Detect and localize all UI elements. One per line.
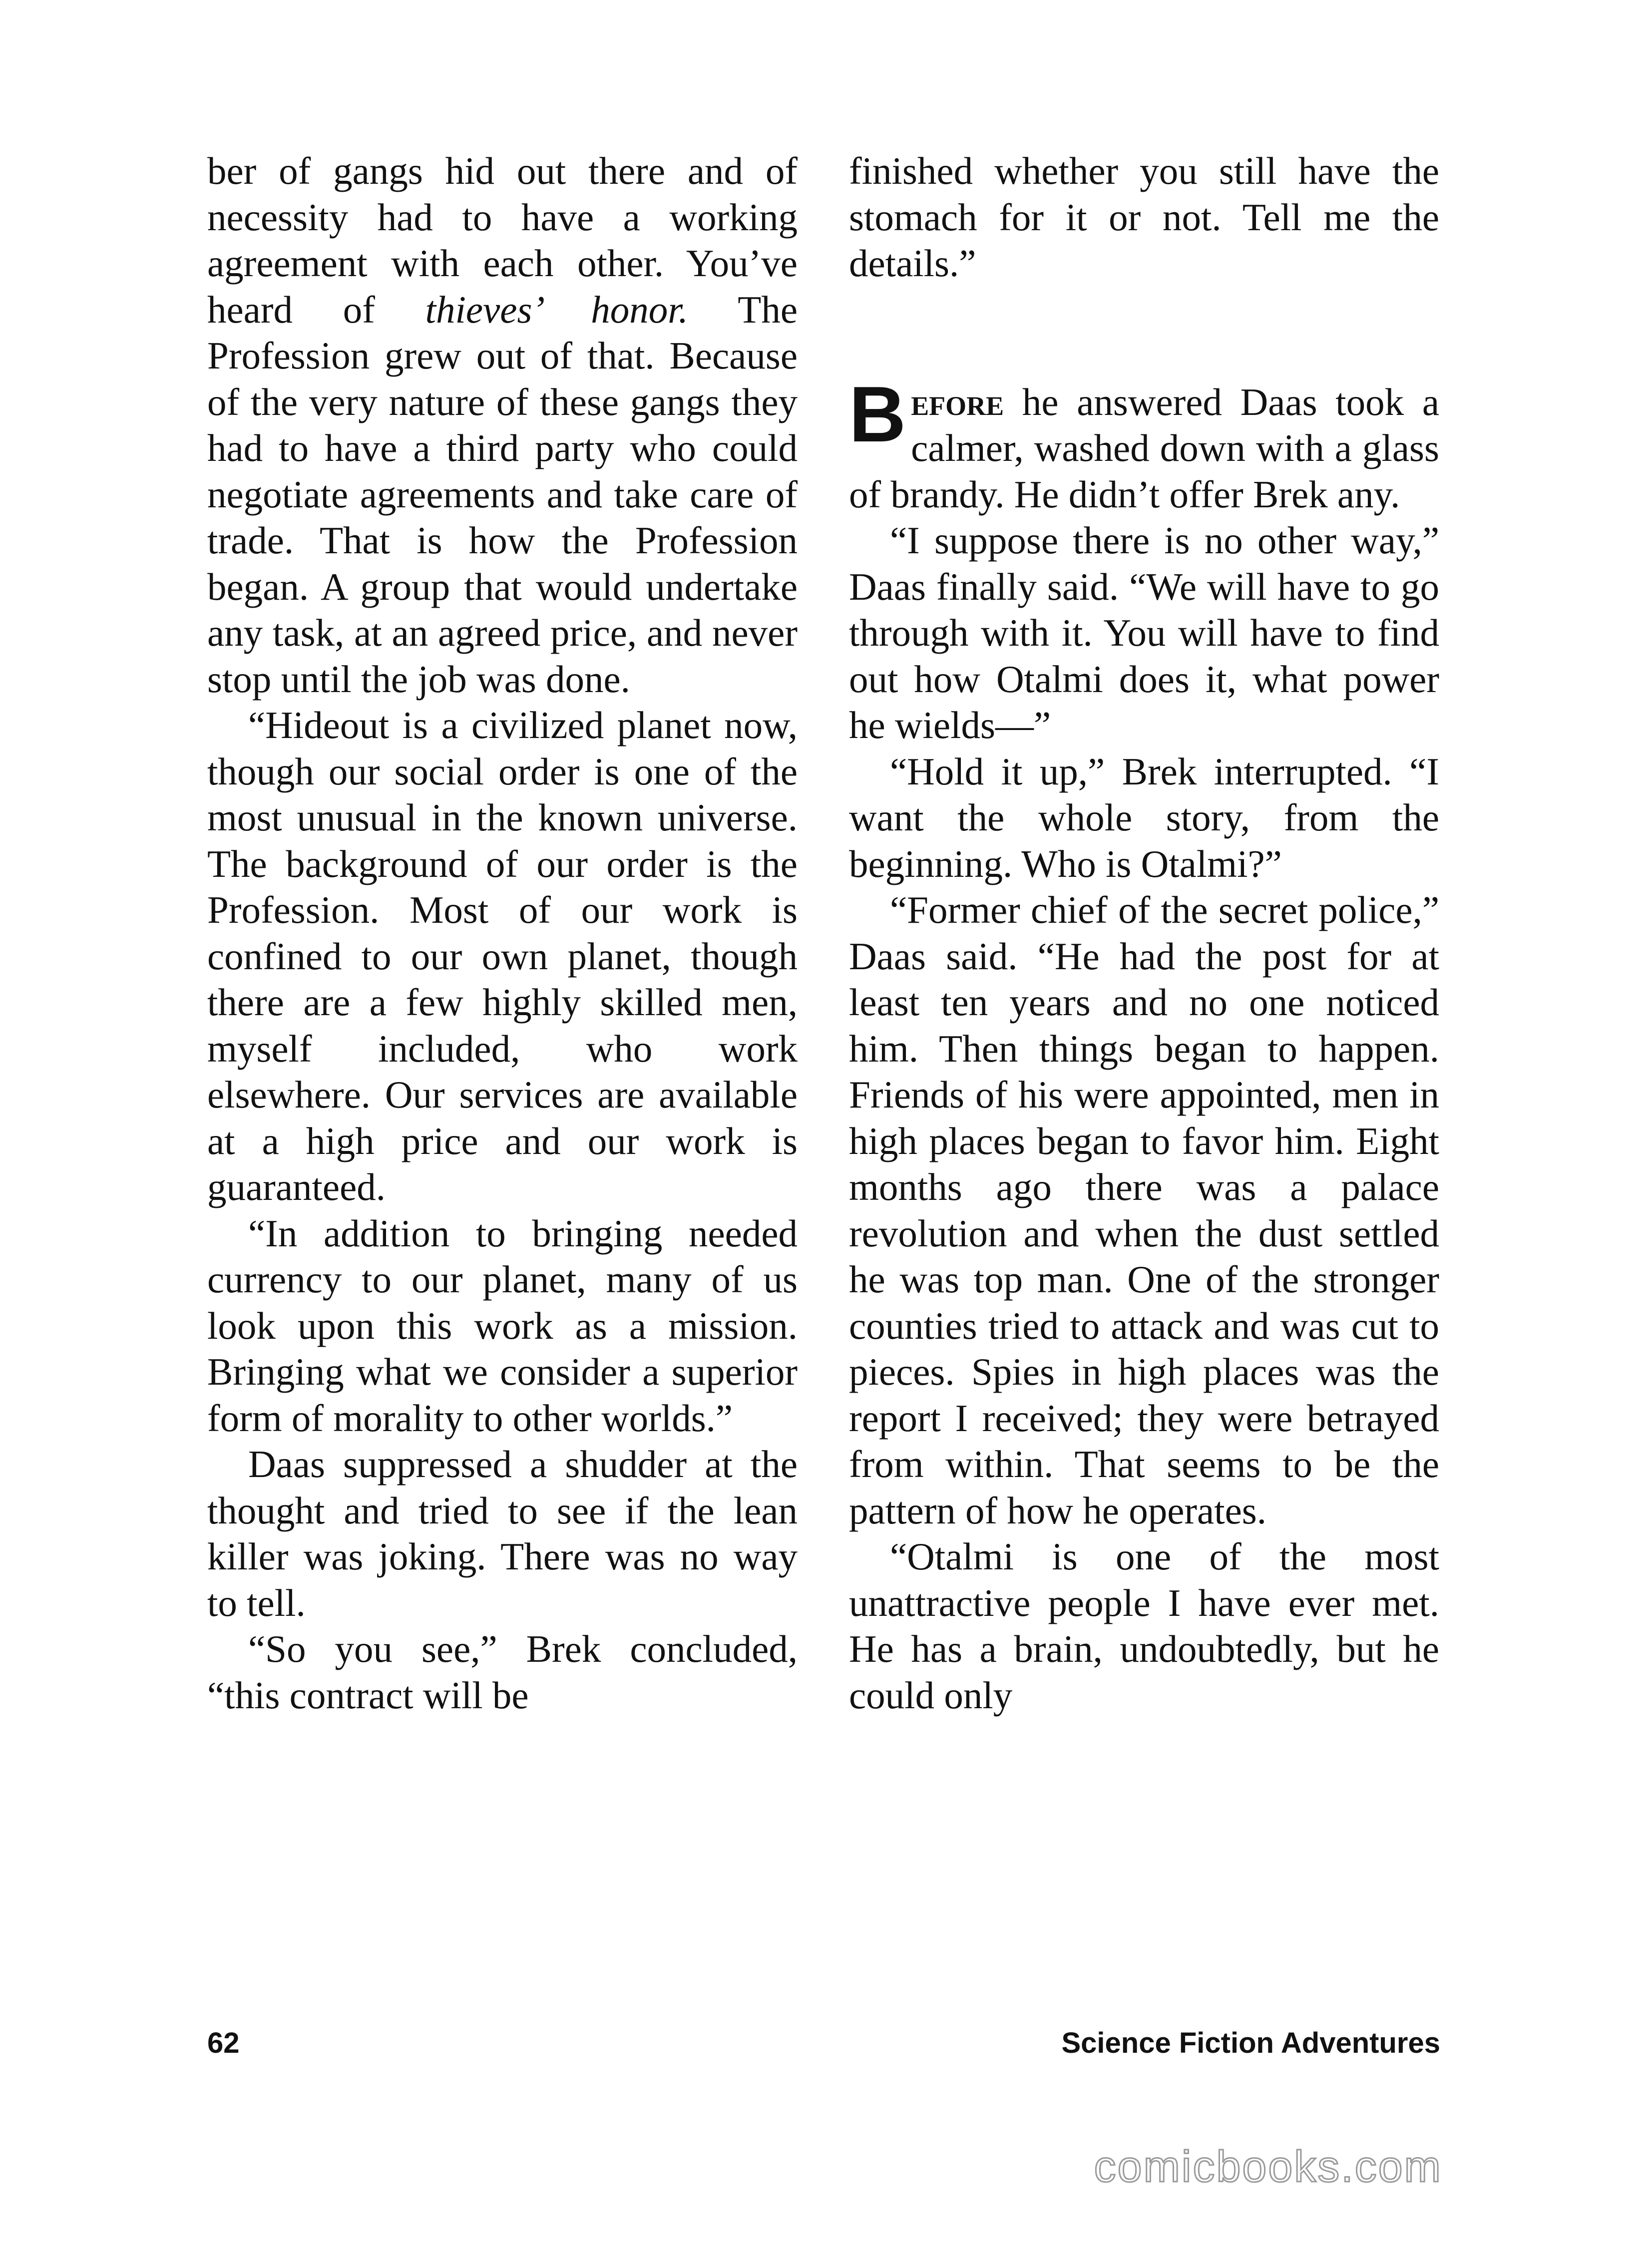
paragraph: “In addition to bringing needed currency to our planet, many of us look upon this work as a mission. Bringing what we consider a superior form of morality to other worlds.” [207,1211,798,1440]
small-caps-lead: efore [911,380,1004,423]
paragraph: “Hideout is a civilized planet now, though our social order is one of the most unusual in the known universe. The background of our order is the Profession. Most of our work is confined to our own planet, though there are a few highly skilled men, myself included, who work elsewhere. Our services are available at a high price and our work is guaranteed. [207,704,798,1208]
paragraph: “Hold it up,” Brek interrupted. “I want the whole story, from the beginning. Who is Otalmi?” [849,749,1439,885]
italic-phrase: thieves’ honor. [425,288,688,331]
section-opening-paragraph: Before he answered Daas took a calmer, washed down with a glass of brandy. He didn’t offer Brek any. [849,370,1439,516]
text-column-left [207,148,798,1718]
paragraph: “Former chief of the secret police,” Daas said. “He had the post for at least ten years and no one noticed him. Then things began to happen. Friends of his were appointed, men in high places began to favor him. Eight months ago there was a palace revolution and when the dust settled he was top man. One of the stronger counties tried to attack and was cut to pieces. Spies in high places was the report I received; they were betrayed from within. That seems to be the pattern of how he operates. [849,888,1439,1532]
paragraph: “So you see,” Brek concluded, “this contract will be [207,1627,798,1717]
paragraph: Daas suppressed a shudder at the thought and tried to see if the lean killer was joking. There was no way to tell. [207,1443,798,1624]
drop-cap: B [849,370,906,458]
paragraph: “I suppose there is no other way,” Daas finally said. “We will have to go through with it. You will have to find out how Otalmi does it, what power he wields—” [849,519,1439,747]
paragraph: finished whether you still have the stomach for it or not. Tell me the details.” [849,149,1439,285]
paragraph: “Otalmi is one of the most unattractive people I have ever met. He has a brain, undoubtedly, but he could only [849,1535,1439,1717]
watermark: comicbooks.com [1094,2142,1442,2191]
magazine-title: Science Fiction Adventures [1061,2027,1440,2059]
paragraph: ber of gangs hid out there and of necessity had to have a working agreement with each other. You’ve heard of thieves’ honor. The Profession grew out of that. Because of the very nature of these gangs they had to have a third party who could negotiate agreements and take care of trade. That is how the Profession began. A group that would undertake any task, at an agreed price, and never stop until the job was done. [207,149,798,701]
text-column-right [849,148,1439,1718]
page-number: 62 [207,2027,240,2059]
